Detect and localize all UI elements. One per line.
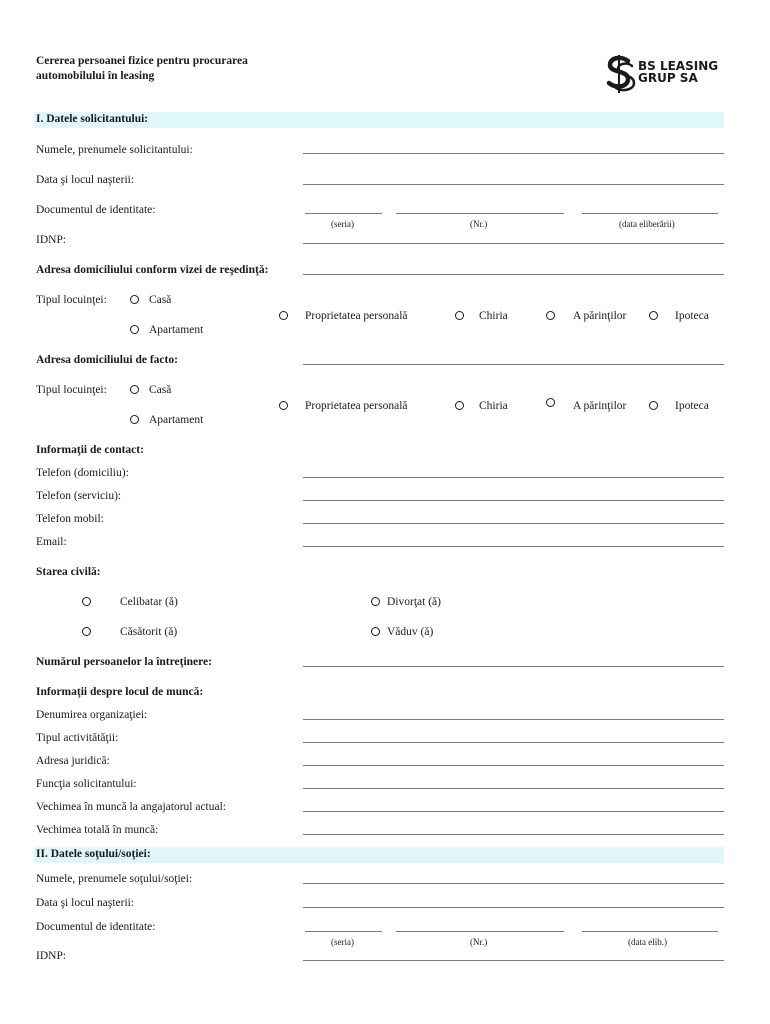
apartment-radio-2[interactable] <box>130 415 139 424</box>
addr-fact-label: Adresa domiciliului de facto: <box>36 354 178 366</box>
applicant-name-label: Numele, prenumele solicitantului: <box>36 144 193 156</box>
own-property-label-2: Proprietatea personală <box>305 400 408 412</box>
mortgage-label-2: Ipoteca <box>675 400 709 412</box>
dependents-field[interactable] <box>303 666 724 667</box>
legal-address-field[interactable] <box>303 765 724 766</box>
form-title-line2: automobilului în leasing <box>36 70 155 82</box>
spouse-birth-field[interactable] <box>303 907 724 908</box>
seniority-total-field[interactable] <box>303 834 724 835</box>
spouse-birth-label: Data şi locul naşterii: <box>36 897 135 909</box>
apartment-option-label-2: Apartament <box>149 414 204 426</box>
birth-label: Data şi locul naşterii: <box>36 174 135 186</box>
phone-home-label: Telefon (domiciliu): <box>36 467 129 479</box>
seniority-current-field[interactable] <box>303 811 724 812</box>
spouse-idnp-label: IDNP: <box>36 950 67 962</box>
spouse-id-series-caption: (seria) <box>331 937 354 947</box>
civil-status-title: Starea civilă: <box>36 566 101 578</box>
id-number-field[interactable] <box>396 213 564 214</box>
company-logo <box>604 54 734 94</box>
rent-radio[interactable] <box>455 311 464 320</box>
spouse-id-doc-label: Documentul de identitate: <box>36 921 156 933</box>
phone-work-label: Telefon (serviciu): <box>36 490 122 502</box>
logo-mark-icon <box>604 54 638 94</box>
parents-radio-2[interactable] <box>546 398 555 407</box>
spouse-id-date-caption: (data elib.) <box>628 937 667 947</box>
spouse-idnp-field[interactable] <box>303 960 724 961</box>
housing-type-label-2: Tipul locuinţei: <box>36 384 107 396</box>
spouse-id-series-field[interactable] <box>305 931 382 932</box>
spouse-name-label: Numele, prenumele soţului/soţiei: <box>36 873 193 885</box>
housing-type-label: Tipul locuinţei: <box>36 294 107 306</box>
contact-title: Informaţii de contact: <box>36 444 144 456</box>
addr-visa-label: Adresa domiciliului conform vizei de reşedinţă: <box>36 264 269 276</box>
phone-work-field[interactable] <box>303 500 724 501</box>
rent-radio-2[interactable] <box>455 401 464 410</box>
applicant-name-field[interactable] <box>303 153 724 154</box>
org-name-field[interactable] <box>303 719 724 720</box>
email-label: Email: <box>36 536 67 548</box>
id-number-caption: (Nr.) <box>470 219 488 229</box>
id-doc-label: Documentul de identitate: <box>36 204 156 216</box>
apartment-radio[interactable] <box>130 325 139 334</box>
id-date-caption: (data eliberării) <box>619 219 675 229</box>
single-label: Celibatar (ă) <box>120 596 178 608</box>
addr-visa-field[interactable] <box>303 274 724 275</box>
idnp-field[interactable] <box>303 243 724 244</box>
activity-type-field[interactable] <box>303 742 724 743</box>
activity-type-label: Tipul activitătăţii: <box>36 732 119 744</box>
widowed-radio[interactable] <box>371 627 380 636</box>
work-title: Informaţii despre locul de muncă: <box>36 686 204 698</box>
spouse-id-number-caption: (Nr.) <box>470 937 488 947</box>
addr-fact-field[interactable] <box>303 364 724 365</box>
own-property-radio-2[interactable] <box>279 401 288 410</box>
id-series-field[interactable] <box>305 213 382 214</box>
email-field[interactable] <box>303 546 724 547</box>
section2-title: II. Datele soţului/soţiei: <box>36 848 151 860</box>
form-title-line1: Cererea persoanei fizice pentru procurarea <box>36 55 248 67</box>
own-property-label: Proprietatea personală <box>305 310 408 322</box>
mortgage-label: Ipoteca <box>675 310 709 322</box>
spouse-name-field[interactable] <box>303 883 724 884</box>
section2-header <box>34 847 724 863</box>
house-option-label: Casă <box>149 294 172 306</box>
phone-home-field[interactable] <box>303 477 724 478</box>
house-radio[interactable] <box>130 295 139 304</box>
divorced-label: Divorţat (ă) <box>387 596 441 608</box>
form-title <box>36 54 248 84</box>
mortgage-radio-2[interactable] <box>649 401 658 410</box>
parents-radio[interactable] <box>546 311 555 320</box>
phone-mobile-field[interactable] <box>303 523 724 524</box>
section1-header <box>34 112 724 128</box>
apartment-option-label: Apartament <box>149 324 204 336</box>
single-radio[interactable] <box>82 597 91 606</box>
own-property-radio[interactable] <box>279 311 288 320</box>
position-field[interactable] <box>303 788 724 789</box>
birth-field[interactable] <box>303 184 724 185</box>
id-series-caption: (seria) <box>331 219 354 229</box>
parents-label-2: A părinţilor <box>573 400 627 412</box>
divorced-radio[interactable] <box>371 597 380 606</box>
seniority-total-label: Vechimea totală în muncă: <box>36 824 159 836</box>
mortgage-radio[interactable] <box>649 311 658 320</box>
logo-text-line1: BS LEASING <box>638 59 719 73</box>
legal-address-label: Adresa juridică: <box>36 755 110 767</box>
id-date-field[interactable] <box>582 213 718 214</box>
logo-text-line2: GRUP SA <box>638 71 698 85</box>
parents-label: A părinţilor <box>573 310 627 322</box>
position-label: Funcţia solicitantului: <box>36 778 137 790</box>
married-radio[interactable] <box>82 627 91 636</box>
phone-mobile-label: Telefon mobil: <box>36 513 104 525</box>
spouse-id-date-field[interactable] <box>582 931 718 932</box>
section1-title: I. Datele solicitantului: <box>36 113 149 125</box>
widowed-label: Văduv (ă) <box>387 626 434 638</box>
dependents-label: Numărul persoanelor la întreţinere: <box>36 656 212 668</box>
idnp-label: IDNP: <box>36 234 67 246</box>
house-radio-2[interactable] <box>130 385 139 394</box>
rent-label: Chiria <box>479 310 508 322</box>
rent-label-2: Chiria <box>479 400 508 412</box>
org-name-label: Denumirea organizaţiei: <box>36 709 148 721</box>
married-label: Căsătorit (ă) <box>120 626 178 638</box>
spouse-id-number-field[interactable] <box>396 931 564 932</box>
seniority-current-label: Vechimea în muncă la angajatorul actual: <box>36 801 226 813</box>
house-option-label-2: Casă <box>149 384 172 396</box>
